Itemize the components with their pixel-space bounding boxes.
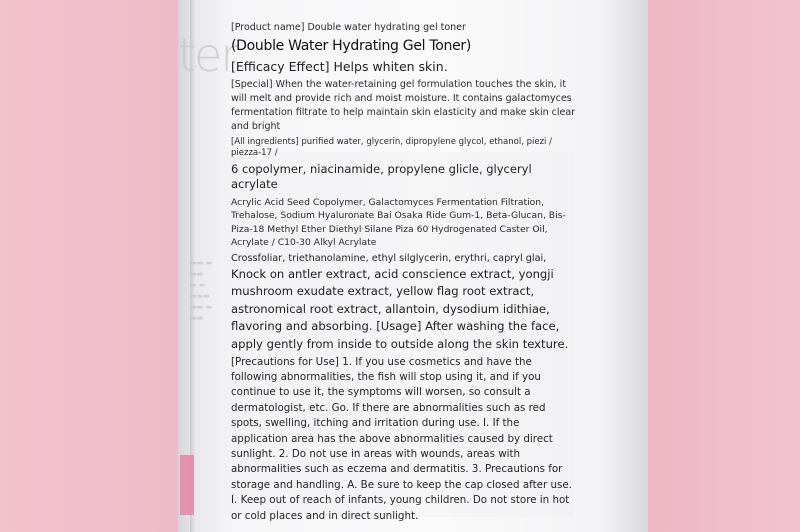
back-label-ghost-lines: ▬▬ ▬ ▬▬ ▬ ▬ ▬▬▬ ▬▬ ▬ ▬▬ bbox=[190, 259, 213, 322]
pink-background-right bbox=[645, 0, 800, 532]
extracts-usage-text: Knock on antler extract, acid conscience extract, yongji mushroom exudate extract, yellow flag root extract, astronomical root extract, allantoin, dysodium idithiae, flavoring and absorbing. [Usage] After washing the face, apply gently from inside to outside along the skin texture. bbox=[231, 266, 569, 351]
bottle-right-edge bbox=[596, 0, 648, 532]
special-text: [Special] When the water-retaining gel formulation touches the skin, it will melt and provide rich and moist moisture. It contains galactomyces fermentation filtrate to help maintain skin elasticity and make skin clear and bright bbox=[231, 79, 576, 132]
product-label bbox=[231, 22, 576, 524]
product-title: (Double Water Hydrating Gel Toner) bbox=[231, 38, 472, 54]
ingredients-line-4: Crossfoliar, triethanolamine, ethyl silglycerin, erythri, capryl glai, bbox=[231, 252, 547, 264]
ingredients-intro-text: [All ingredients] purified water, glycerin, dipropylene glycol, ethanol, piezi / piezza-17 / bbox=[231, 137, 552, 158]
ingredients-line-3: Acrylic Acid Seed Copolymer, Galactomyces Fermentation Filtration, Trehalose, Sodium Hyaluronate Bai Osaka Ride Gum-1, Beta-Glucan, Bis-Piza-18 Methyl Ether Diethyl Silane Piza 60 Hydrogenated Caster Oil, Acrylate / C10-30 Alkyl Acrylate bbox=[231, 197, 566, 249]
back-label-pink-strip bbox=[180, 455, 194, 515]
ingredients-line-2: 6 copolymer, niacinamide, propylene glicle, glyceryl acrylate bbox=[231, 162, 532, 191]
back-label-ghost-text: ter bbox=[178, 28, 238, 82]
efficacy-text: [Efficacy Effect] Helps whiten skin. bbox=[231, 59, 448, 74]
precautions-text: [Precautions for Use] 1. If you use cosmetics and have the following abnormalities, the fish will stop using it, and if you continue to use it, the symptoms will worsen, so consult a dermatologist, etc. Go. If there are abnormalities such as red spots, swelling, itching and irritation during use. I. If the application area has the above abnormalities caused by direct sunlight. 2. Do not use in areas with wounds, areas with abnormalities such as eczema and dermatitis. 3. Precautions for storage and handling. A. Be sure to keep the cap closed after use. I. Keep out of reach of infants, young children. Do not store in hot or cold places and in direct sunlight. bbox=[231, 355, 572, 522]
pink-background-left bbox=[0, 0, 190, 532]
product-name-text: [Product name] Double water hydrating gel toner bbox=[231, 22, 466, 33]
